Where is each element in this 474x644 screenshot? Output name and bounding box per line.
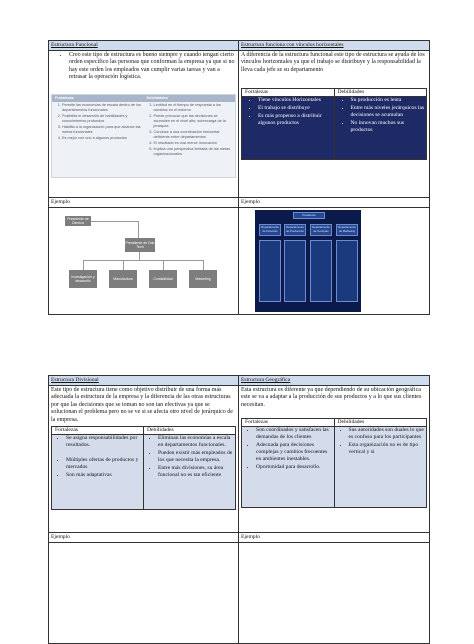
org-unit-box: Manufactura xyxy=(109,270,137,288)
geografica-fd-table xyxy=(241,418,427,508)
org-line xyxy=(138,221,139,239)
structure-table-bottom xyxy=(48,375,430,644)
dark-col-box: Departamento de Finanzas xyxy=(259,224,281,236)
list-item: • Tiene vínculos Horizontales xyxy=(258,97,334,104)
example-label-left: Ejemplo xyxy=(49,533,239,542)
list-item: • Múltiples ofertas de productos y mercados xyxy=(66,457,143,471)
org-mid-box: Presidente de Dab Tech xyxy=(125,238,155,252)
image-fortalezas-title: Fortalezas xyxy=(55,95,74,100)
horizontal-description: A diferencia de la estructura funcional este tipo de estructura se ayuda de los vínculos horizontales ya que el trabajo se distribuye y la responsabilidad la lleva cada jefe se su departamento xyxy=(241,52,425,73)
org-line xyxy=(83,260,203,261)
dark-cell xyxy=(310,240,332,302)
list-item: 1. Lentitud en el tiempo de respuesta a los cambios en el entorno xyxy=(154,103,236,113)
image-header xyxy=(52,95,235,102)
org-line xyxy=(163,260,164,270)
example-label-left: Ejemplo xyxy=(49,198,239,207)
fortalezas-list xyxy=(242,427,334,471)
strengths-weaknesses-image xyxy=(51,94,236,178)
example-label-row xyxy=(49,198,429,208)
org-unit-box: Investigación y desarrollo xyxy=(69,270,97,288)
header-funcional: Estructura Funcional xyxy=(51,42,98,48)
org-unit-box: Contabilidad xyxy=(149,270,177,288)
list-item: • Es más propenso a distribuir algunos productos xyxy=(258,113,334,127)
list-item: 4. El resultado es una menor innovación xyxy=(154,141,236,146)
fortalezas-title: Fortalezas xyxy=(242,419,334,427)
example-row xyxy=(49,208,429,314)
geografica-description: Esta estructura es diferente ya que dependiendo de su ubicación geográfica este se va a adaptar a la producción de sus productos y a lo que sus clientes necesitan. xyxy=(241,387,422,408)
list-item: • Esta organización no es de tipo vertical y si xyxy=(349,442,427,456)
org-top-box: Presidente de Dimeca xyxy=(65,216,91,226)
org-line xyxy=(123,260,124,270)
list-item: 1. Permite las economías de escala dentro de los departamentos funcionales xyxy=(62,103,144,113)
debilidades-column xyxy=(335,89,427,159)
dark-col-box: Departamento de Marketing xyxy=(336,224,358,236)
dark-col-box: Departamento de Producción xyxy=(284,224,306,236)
divisional-content xyxy=(49,386,239,532)
debilidades-column xyxy=(335,419,427,507)
fortalezas-title: Fortalezas xyxy=(242,89,334,97)
dark-cell xyxy=(259,240,281,302)
dark-top-box: Presidente xyxy=(293,212,325,219)
dark-cell xyxy=(336,240,358,302)
image-fortalezas-list xyxy=(52,103,144,158)
debilidades-title: Debilidades xyxy=(335,419,427,427)
example-right-cell xyxy=(239,543,429,643)
debilidades-list xyxy=(144,435,235,479)
content-row xyxy=(49,51,429,198)
list-item: • Entre más divisiones, su área funcional no es tan eficiente xyxy=(158,465,235,479)
org-chart-funcional xyxy=(63,214,223,310)
org-unit-box: Marketing xyxy=(189,270,217,288)
list-item: • Oportunidad para desarrollo. xyxy=(256,464,334,471)
funcional-bullets xyxy=(51,52,236,82)
list-item: • Eliminan las economías a escala en departamentos funcionales. xyxy=(158,435,235,449)
dark-cell xyxy=(284,240,306,302)
header-cell-horizontal xyxy=(239,41,429,50)
geografica-content xyxy=(239,386,429,532)
fortalezas-column xyxy=(52,427,144,509)
funcional-content xyxy=(49,51,239,197)
image-body xyxy=(52,102,235,159)
example-label-right: Ejemplo xyxy=(241,199,260,205)
fortalezas-title: Fortalezas xyxy=(52,427,143,435)
list-item: • Entre más niveles jerárquicos las decisiones se acumulan xyxy=(351,105,427,119)
example-label-right: Ejemplo xyxy=(241,534,260,540)
horizontal-content xyxy=(239,51,429,197)
list-item: • Sus autoridades son duales lo que es confuso para los participantes xyxy=(349,427,427,441)
divisional-description: Este tipo de estructura tiene como objetivo distribuir de una forma más adecuada la estructura de la empresa y la diferencia de las otras estructuras por que las decisiones que se toman no son tan efectivas ya que se solucionan el problema pero no se ve si se afecta otro nivel de jerárquico de la empresa. xyxy=(51,387,233,423)
fortalezas-list xyxy=(52,435,143,479)
list-item: • El trabajo se distribuye xyxy=(258,105,334,112)
horizontal-fd-table xyxy=(241,88,427,160)
list-item: • Pueden existir más empleados de los que necesita la empresa. xyxy=(158,450,235,464)
fortalezas-column xyxy=(242,419,335,507)
header-geografica: Estructura Geográfica xyxy=(241,377,291,383)
header-row xyxy=(49,41,429,51)
debilidades-title: Debilidades xyxy=(335,89,427,97)
org-chart-horizontal xyxy=(255,210,361,312)
example-row xyxy=(49,543,429,643)
example-left-cell xyxy=(49,543,239,643)
list-item: • Se asigna responsabilidades por resultados. xyxy=(66,435,143,449)
fortalezas-column xyxy=(242,89,335,159)
list-item: 5. Implica una perspectiva limitada de las metas organizacionales xyxy=(154,147,236,157)
list-item: 4. Es mejor con uno a algunos productos xyxy=(62,136,144,141)
divisional-fd-table xyxy=(51,426,236,510)
header-cell-funcional xyxy=(49,41,239,50)
list-item: • No innovan muchos sus productos xyxy=(351,120,427,134)
example-label-row xyxy=(49,533,429,543)
list-item: • Adecuada para decisiones complejas y cambios frecuentes en ambientes inestables. xyxy=(256,442,334,463)
dark-col-box: Departamento de Compras xyxy=(310,224,332,236)
debilidades-list xyxy=(335,97,427,134)
list-item: • Son más adaptativas xyxy=(66,472,143,479)
list-item: • Son coordinados y satisfacen las demandas de los clientes xyxy=(256,427,334,441)
list-item: • Su producción es lenta xyxy=(351,97,427,104)
header-cell-divisional xyxy=(49,376,239,385)
fortalezas-list xyxy=(242,97,334,127)
header-row xyxy=(49,376,429,386)
header-cell-geografica xyxy=(239,376,429,385)
content-row xyxy=(49,386,429,533)
list-item: 2. Posibilita el desarrollo de habilidades y conocimientos profundos xyxy=(62,114,144,124)
org-line xyxy=(91,221,139,222)
funcional-bullet: • Creo este tipo de estructura es bueno siempre y cuando tengan cierto orden específico las personas que conforman la empresa ya que si no hay este orden los empleados van cumplir varias tareas y van a retrasar la operación logística. xyxy=(69,52,236,82)
org-line xyxy=(83,260,84,270)
structure-table-top xyxy=(48,40,430,315)
debilidades-column xyxy=(144,427,235,509)
list-item: 3. Habilita a la organización para que alcance las metas funcionales xyxy=(62,125,144,135)
org-line xyxy=(139,252,140,260)
list-item: 2. Puede provocar que las decisiones se acumulen en el nivel alto; sobrecarga de la jerarquía xyxy=(154,114,236,129)
debilidades-title: Debilidades xyxy=(144,427,235,435)
debilidades-list xyxy=(335,427,427,456)
list-item: 3. Conduce a una coordinación horizontal deficiente entre departamentos xyxy=(154,130,236,140)
header-divisional: Estructura Divisional xyxy=(51,377,99,383)
image-debilidades-list xyxy=(144,103,236,158)
image-debilidades-title: Debilidades xyxy=(146,95,168,100)
org-line xyxy=(203,260,204,270)
header-horizontal: Estructura funciona con vínculos horizontales xyxy=(241,42,344,48)
